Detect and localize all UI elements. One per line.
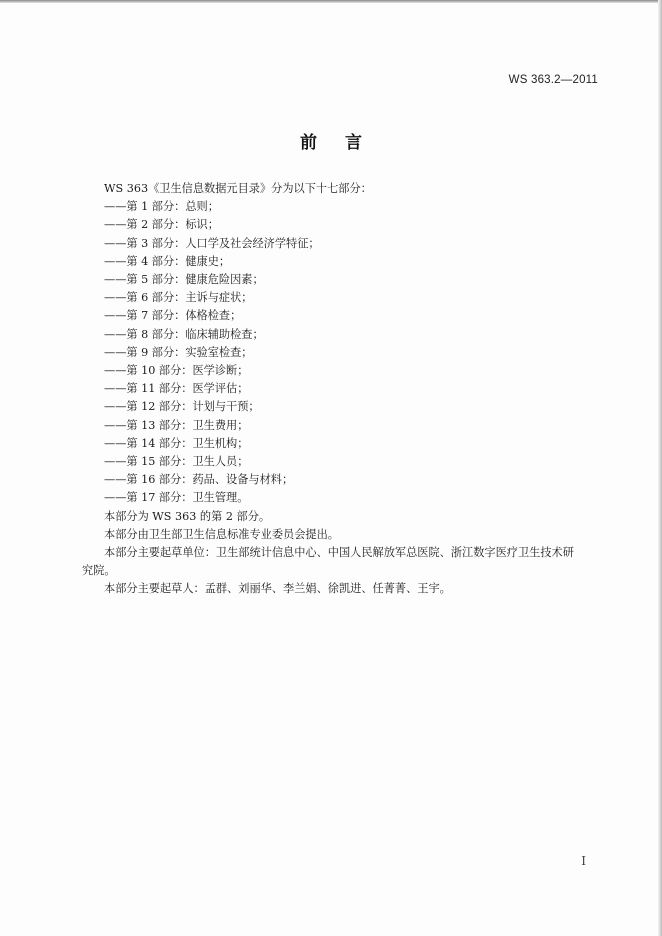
paragraph-drafting-units-continued: 究院。: [82, 564, 116, 578]
part-item-11: ——第 11 部分：医学评估；: [104, 382, 249, 396]
paragraph-drafters: 本部分主要起草人：孟群、刘丽华、李兰娟、徐凯进、任菁菁、王宇。: [104, 582, 451, 596]
paragraph-proposer: 本部分由卫生部卫生信息标准专业委员会提出。: [104, 527, 339, 541]
part-item-1: ——第 1 部分：总则；: [104, 200, 219, 214]
document-code: WS 363.2—2011: [508, 74, 598, 86]
part-item-17: ——第 17 部分：卫生管理。: [104, 491, 249, 505]
paragraph-drafting-units: 本部分主要起草单位：卫生部统计信息中心、中国人民解放军总医院、浙江数字医疗卫生技术研: [104, 546, 574, 560]
part-item-16: ——第 16 部分：药品、设备与材料；: [104, 473, 294, 487]
page-number: I: [581, 854, 586, 868]
part-item-12: ——第 12 部分：计划与干预；: [104, 400, 260, 414]
paragraph-part-scope: 本部分为 WS 363 的第 2 部分。: [104, 509, 271, 523]
part-item-2: ——第 2 部分：标识；: [104, 218, 219, 232]
part-item-7: ——第 7 部分：体格检查；: [104, 309, 242, 323]
document-body: [82, 180, 602, 599]
part-item-10: ——第 10 部分：医学诊断；: [104, 364, 249, 378]
part-item-4: ——第 4 部分：健康史；: [104, 254, 231, 268]
intro-line: WS 363《卫生信息数据元目录》分为以下十七部分：: [104, 182, 372, 195]
part-item-6: ——第 6 部分：主诉与症状；: [104, 291, 253, 305]
part-item-8: ——第 8 部分：临床辅助检查；: [104, 327, 264, 341]
part-item-9: ——第 9 部分：实验室检查；: [104, 345, 253, 359]
part-item-15: ——第 15 部分：卫生人员；: [104, 455, 249, 469]
part-item-14: ——第 14 部分：卫生机构；: [104, 436, 249, 450]
part-item-13: ——第 13 部分：卫生费用；: [104, 418, 249, 432]
scan-edge-top: [0, 0, 662, 3]
part-item-5: ——第 5 部分：健康危险因素；: [104, 273, 264, 287]
part-item-3: ——第 3 部分：人口学及社会经济学特征；: [104, 236, 320, 250]
page-title: 前言: [300, 133, 390, 153]
